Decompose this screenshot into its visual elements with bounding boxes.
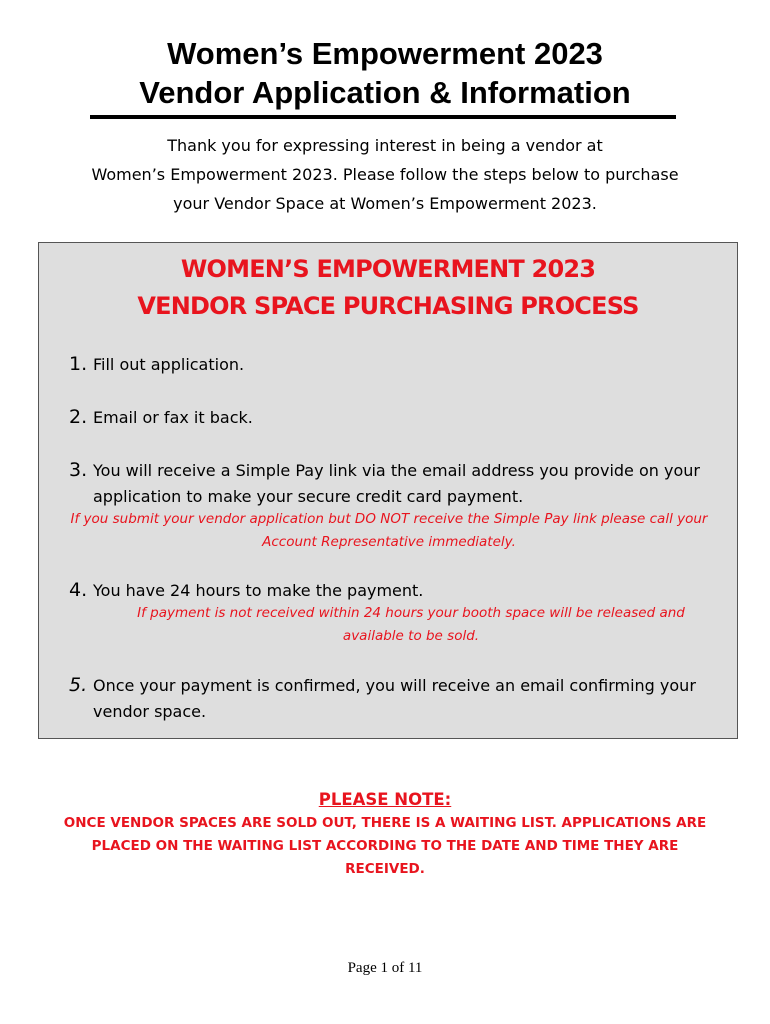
step-4 [69, 577, 729, 604]
waiting-list-notice [55, 812, 715, 881]
step-3-note [19, 508, 759, 554]
process-heading-line-1: WOMEN’S EMPOWERMENT 2023 [180, 255, 596, 283]
step-text: Once your payment is confirmed, you will receive an email confirming your [93, 676, 696, 695]
purchasing-process-box [38, 242, 738, 739]
title-line-1: Women’s Empowerment 2023 [167, 36, 603, 71]
intro-line-3: your Vendor Space at Women’s Empowerment 2023. [173, 194, 597, 213]
notice-line-1: ONCE VENDOR SPACES ARE SOLD OUT, THERE IS A WAITING LIST. APPLICATIONS ARE [63, 815, 707, 831]
note-line-1: If you submit your vendor application but DO NOT receive the Simple Pay link please call your [70, 511, 708, 527]
title-underline-rule [90, 115, 676, 119]
step-text: Fill out application. [93, 355, 245, 374]
note-line-1: If payment is not received within 24 hours your booth space will be released and [137, 605, 685, 621]
page-number: Page 1 of 11 [347, 960, 423, 976]
notice-line-3: RECEIVED. [345, 861, 425, 877]
step-text: You will receive a Simple Pay link via the email address you provide on your [93, 461, 700, 480]
step-5 [69, 672, 729, 725]
step-3 [69, 457, 729, 510]
process-heading-line-2: VENDOR SPACE PURCHASING PROCESS [137, 292, 639, 320]
step-text: You have 24 hours to make the payment. [93, 581, 424, 600]
note-line-2: available to be sold. [342, 628, 480, 644]
step-number: 5. [69, 674, 88, 696]
step-text-continued: application to make your secure credit card payment. [93, 487, 524, 506]
step-number: 1. [69, 353, 88, 375]
intro-paragraph [0, 131, 770, 218]
intro-line-2: Women’s Empowerment 2023. Please follow the steps below to purchase [91, 165, 679, 184]
step-number: 2. [69, 406, 88, 428]
step-number: 3. [69, 459, 88, 481]
note-line-2: Account Representative immediately. [262, 534, 516, 550]
title-line-2: Vendor Application & Information [139, 75, 631, 110]
notice-line-2: PLACED ON THE WAITING LIST ACCORDING TO THE DATE AND TIME THEY ARE [91, 838, 679, 854]
document-title [0, 34, 770, 112]
step-text: Email or fax it back. [93, 408, 253, 427]
please-note-heading: PLEASE NOTE: [318, 790, 452, 809]
intro-line-1: Thank you for expressing interest in being a vendor at [167, 136, 603, 155]
step-1 [69, 351, 729, 378]
step-2 [69, 404, 729, 431]
step-number: 4. [69, 579, 88, 601]
process-heading [39, 251, 737, 325]
step-4-note [111, 602, 711, 648]
step-text-continued: vendor space. [93, 702, 207, 721]
